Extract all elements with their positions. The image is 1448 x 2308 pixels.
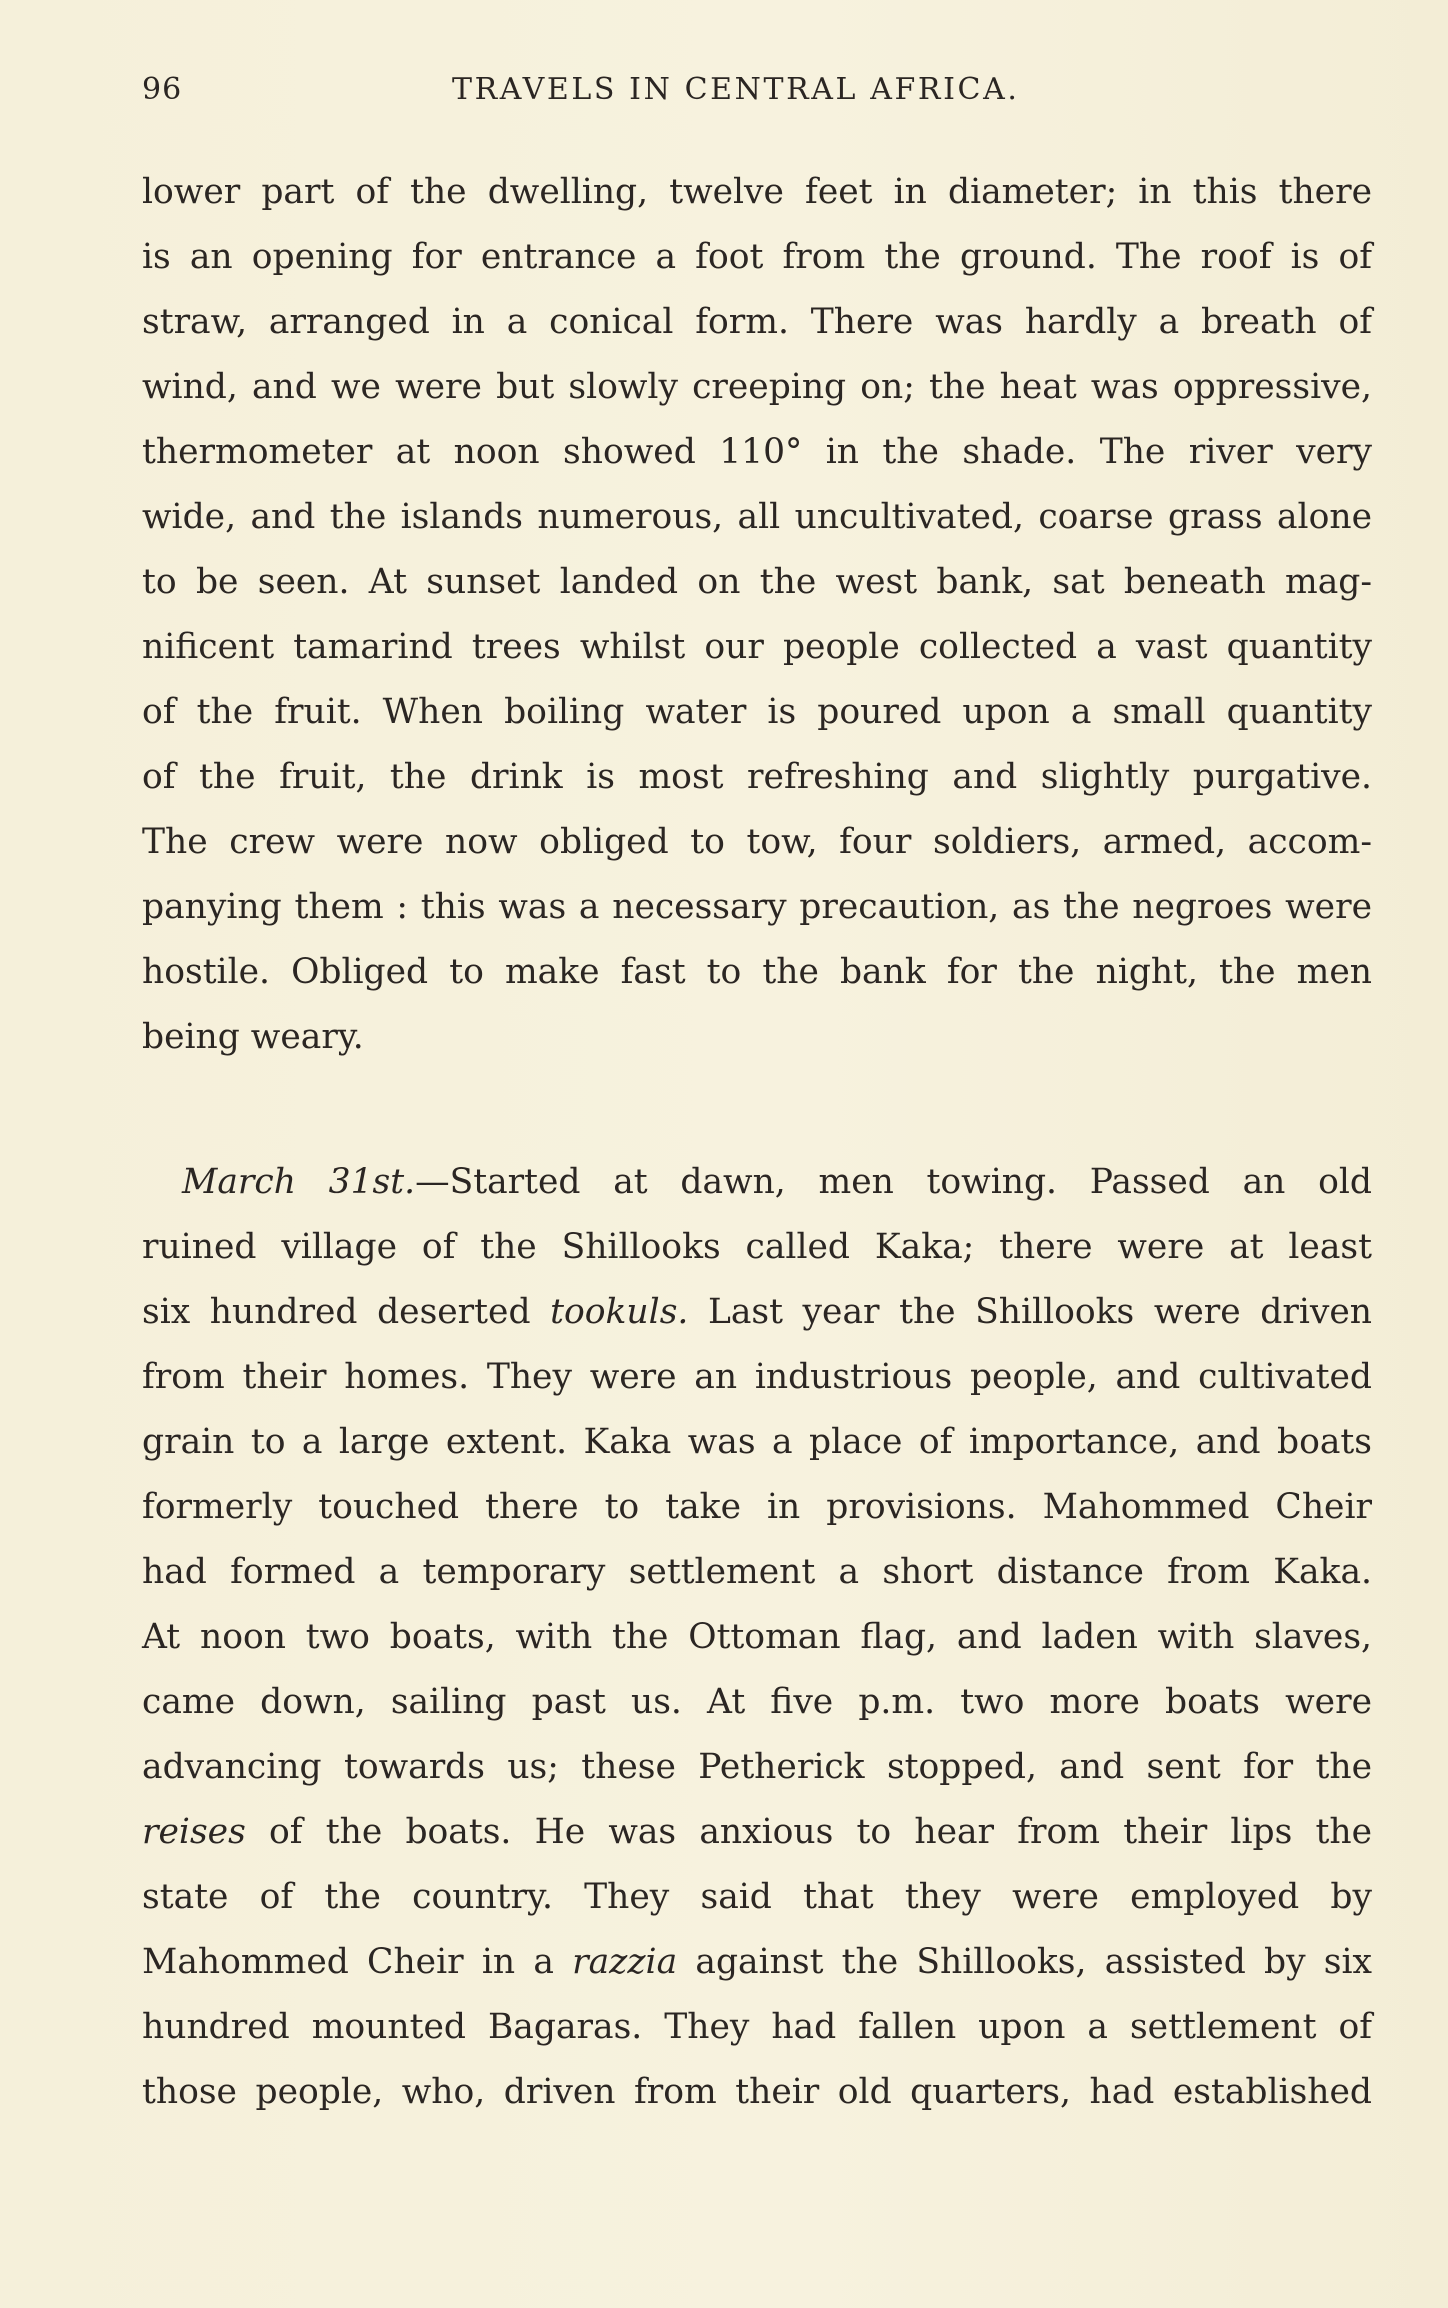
body-text: [142, 160, 1372, 2125]
text-line: wind, and we were but slowly creeping on; the heat was oppressive,: [142, 367, 1372, 407]
text-line: hundred mounted Bagaras. They had fallen upon a settlement of: [142, 2007, 1372, 2047]
running-title: TRAVELS IN CENTRAL AFRICA.: [452, 72, 1020, 107]
text-line: panying them : this was a necessary precaution, as the negroes were: [142, 887, 1372, 927]
text-line: wide, and the islands numerous, all uncultivated, coarse grass alone: [142, 497, 1372, 537]
text-line: state of the country. They said that they were employed by: [142, 1877, 1372, 1917]
text-line: ruined village of the Shillooks called Kaka; there were at least: [142, 1227, 1372, 1267]
text-line: to be seen. At sunset landed on the west bank, sat beneath mag-: [142, 562, 1372, 602]
text-line: is an opening for entrance a foot from the ground. The roof is of: [142, 237, 1372, 277]
text-line: lower part of the dwelling, twelve feet in diameter; in this there: [142, 172, 1372, 212]
text-line: straw, arranged in a conical form. There was hardly a breath of: [142, 302, 1372, 342]
italic-term: tookuls.: [550, 1292, 689, 1332]
text-span: Mahommed Cheir in a: [142, 1942, 573, 1982]
text-line: hostile. Obliged to make fast to the bank for the night, the men: [142, 952, 1372, 992]
paragraph-1: [142, 160, 1372, 1070]
paragraph-gap: [142, 1070, 1372, 1150]
italic-term: razzia: [572, 1942, 678, 1982]
text-line: being weary.: [142, 1017, 364, 1057]
text-line: of the fruit, the drink is most refreshing and slightly purgative.: [142, 757, 1372, 797]
date-heading: March 31st.: [182, 1162, 416, 1202]
text-line: [142, 1150, 1372, 1215]
text-line: nificent tamarind trees whilst our people collected a vast quantity: [142, 627, 1372, 667]
text-line: The crew were now obliged to tow, four soldiers, armed, accom-: [142, 822, 1372, 862]
text-line: from their homes. They were an industrious people, and cultivated: [142, 1357, 1372, 1397]
paragraph-2: [142, 1150, 1372, 2125]
text-span: six hundred deserted: [142, 1292, 551, 1332]
text-line: had formed a temporary settlement a short distance from Kaka.: [142, 1552, 1372, 1592]
text-span: of the boats. He was anxious to hear from their lips the: [245, 1812, 1372, 1852]
italic-term: reises: [142, 1812, 246, 1852]
text-line: those people, who, driven from their old quarters, had established: [142, 2072, 1372, 2112]
text-line: advancing towards us; these Petherick stopped, and sent for the: [142, 1747, 1372, 1787]
page-header: [142, 64, 1372, 114]
text-line: [142, 1930, 1372, 1995]
page-number: 96: [142, 72, 183, 107]
text-span: Last year the Shillooks were driven: [688, 1292, 1372, 1332]
text-line: came down, sailing past us. At five p.m. two more boats were: [142, 1682, 1372, 1722]
text-line: of the fruit. When boiling water is poured upon a small quantity: [142, 692, 1372, 732]
text-line: At noon two boats, with the Ottoman flag, and laden with slaves,: [142, 1617, 1372, 1657]
text-line: [142, 1280, 1372, 1345]
text-line: formerly touched there to take in provisions. Mahommed Cheir: [142, 1487, 1372, 1527]
text-span: —Started at dawn, men towing. Passed an old: [415, 1162, 1372, 1202]
text-line: [142, 1800, 1372, 1865]
text-line: grain to a large extent. Kaka was a place of importance, and boats: [142, 1422, 1372, 1462]
text-line: thermometer at noon showed 110° in the shade. The river very: [142, 432, 1372, 472]
text-span: against the Shillooks, assisted by six: [677, 1942, 1373, 1982]
